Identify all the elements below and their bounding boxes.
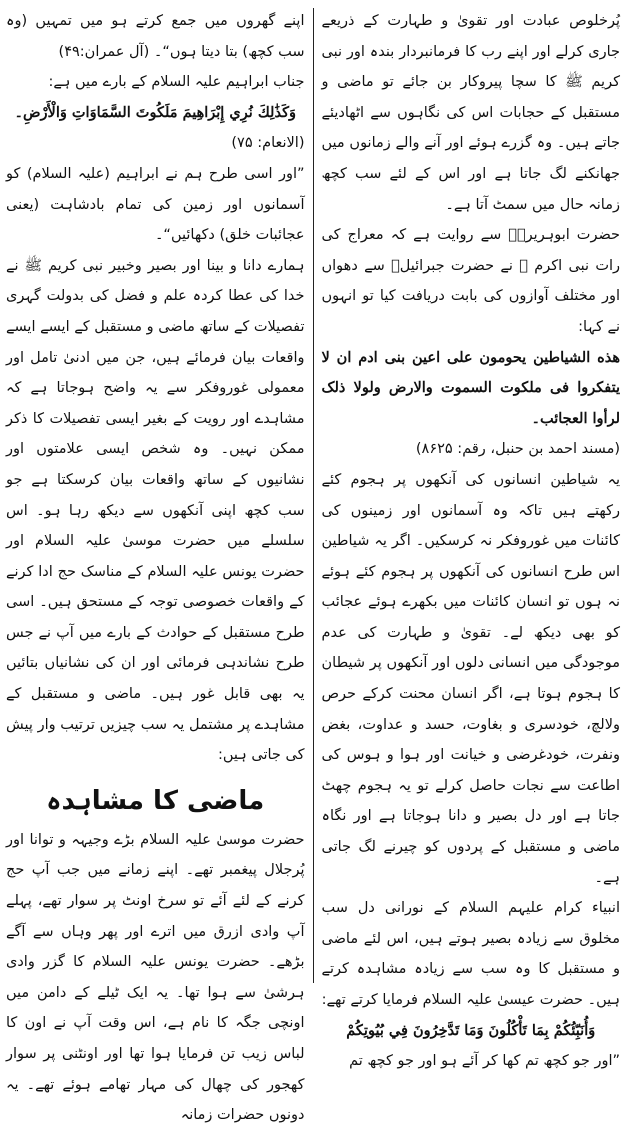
paragraph: انبیاء کرام علیہم السلام کے نورانی دل سب مخلوق سے زیادہ بصیر ہوتے ہیں، اس لئے ماضی و مستقبل کا وہ سب سے زیادہ مشاہدہ کرتے ہیں۔ حضرت عیسیٰ علیہ السلام فرمایا کرتے تھے:: [321, 900, 620, 1008]
arabic-verse: وَكَذَٰلِكَ نُرِي إِبْرَاهِيمَ مَلَكُوتَ السَّمَاوَاتِ وَالْأَرْضِ۔: [14, 103, 296, 121]
arabic-hadith-quote: هذه الشياطين يحومون على اعين بنی ادم ان لا يتفكروا فی ملكوت السموت والارض ولولا ذلک لرأوا العجائب۔: [321, 348, 620, 427]
paragraph: ہمارے دانا و بینا اور بصیر وخبیر نبی کریم ﷺ نے خدا کی عطا کردہ علم و فضل کی بدولت گہری تفصیلات کے ساتھ ماضی و مستقبل کے ایسے ایسے واقعات بیان فرمائے ہیں، جن میں ادنیٰ تامل اور معمولی غوروفکر سے یہ واضح ہوجاتا ہے کہ مشاہدے اور رویت کے بغیر ایسی تفصیلات کا ذکر ممکن نہیں۔ وہ شخص ایسی علامتوں اور نشانیوں کے ساتھ واقعات بیان کرسکتا ہے جو سب کچھ اپنی آنکھوں سے دیکھ رہا ہو۔ اس سلسلے میں حضرت موسیٰ علیہ السلام اور حضرت یونس علیہ السلام کے مناسک حج ادا کرنے کے واقعات خصوصی توجہ کے مستحق ہیں۔ اسی طرح مستقبل کے حوادث کے بارے میں آپ نے جس طرح نشاندہی فرمائی اور ان کی نشانیاں بتائیں یہ بھی قابل غور ہیں۔ ماضی و مستقبل کے مشاہدے پر مشتمل یہ سب چیزیں ترتیب وار پیش کی جاتی ہیں:: [6, 257, 305, 764]
citation: (مسند احمد بن حنبل، رقم: ۸۶۲۵): [415, 441, 620, 458]
paragraph: ”اور اسی طرح ہم نے ابراہیم (علیہ السلام) کو آسمانوں اور زمین کی تمام بادشاہت (یعنی عجائبات خلق) دکھائیں“۔: [6, 165, 305, 244]
paragraph: ”اور جو کچھ تم کھا کر آئے ہو اور جو کچھ تم: [349, 1053, 620, 1070]
verse-reference: (الانعام: ۷۵): [231, 135, 305, 152]
paragraph: حضرت ابوہریرہؓ سے روایت ہے کہ معراج کی رات نبی اکرم ﷺ نے حضرت جبرائیلؑ سے دھواں اور مختلف آوازوں کی بابت دریافت کیا تو انہوں نے کہا:: [321, 227, 620, 335]
paragraph: پُرخلوص عبادت اور تقویٰ و طہارت کے ذریعے جاری کرلے اور اپنے رب کا فرمانبردار بندہ اور نبی کریم ﷺ کا سچا پیروکار بن جائے تو ماضی و مستقبل کے حجابات اس کی نگاہوں سے اٹھادیئے جاتے ہیں۔ وہ گزرے ہوئے اور آنے والے زمانوں میں جھانکنے لگ جاتا ہے اور اس کے لئے سب کچھ زمانہ حال میں سمٹ آتا ہے۔: [321, 13, 620, 213]
right-column: [322, 6, 621, 1131]
column-divider: [313, 8, 314, 983]
paragraph: حضرت موسیٰ علیہ السلام بڑے وجیہہ و توانا اور پُرجلال پیغمبر تھے۔ اپنے زمانے میں جب آپ حج کرنے کے لئے آئے تو سرخ اونٹ پر سوار تھے، پہلے آپ وادی ازرق میں اترے اور پھر وہاں سے آگے بڑھے۔ حضرت یونس علیہ السلام کا گزر وادی ہرشیٰ سے ہوا تھا۔ یہ ایک ٹیلے کے دامن میں اونچی جگہ کا نام ہے، اس وقت آپ نے اون کا لباس زیب تن فرمایا ہوا تھا اور اونٹنی پر سوار کھجور کی چھال کی مہار تھامے ہوئے تھے۔ یہ دونوں حضرات زمانہ: [6, 831, 305, 1124]
section-heading: ماضی کا مشاہدہ: [46, 785, 265, 816]
paragraph: اپنے گھروں میں جمع کرتے ہو میں تمہیں (وہ سب کچھ) بتا دیتا ہوں“۔ (آل عمران:۴۹): [6, 13, 305, 60]
left-column: [6, 6, 305, 1131]
paragraph: جناب ابراہیم علیہ السلام کے بارے میں ہے:: [48, 74, 305, 91]
paragraph: یہ شیاطین انسانوں کی آنکھوں پر ہجوم کئے رکھتے ہیں تاکہ وہ آسمانوں اور زمینوں کی کائنات میں غوروفکر نہ کرسکیں۔ اگر یہ شیاطین اس طرح انسانوں کی آنکھوں پر ہجوم کئے ہوئے نہ ہوں تو انسان کائنات میں بکھرے ہوئے عجائب کو بھی دیکھ لے۔ تقویٰ و طہارت کی عدم موجودگی میں انسانی دلوں اور آنکھوں پر شیطان کا ہجوم ہوتا ہے، اگر انسان محنت کرکے حرص ولالچ، خودسری و بغاوت، حسد و عداوت، بغض ونفرت، خودغرضی و خیانت اور ہوا و ہوس کی اطاعت سے نجات حاصل کرلے تو یہ ہجوم چھٹ جاتا ہے اور دل بصیر و دانا ہوجاتا ہے اور نگاہ ماضی و مستقبل کے پردوں کو چیرنے لگ جاتی ہے۔: [321, 471, 620, 886]
arabic-verse: وَأُنَبِّئُكُمْ بِمَا تَأْكُلُونَ وَمَا تَدَّخِرُونَ فِي بُيُوتِكُمْ: [346, 1021, 596, 1039]
